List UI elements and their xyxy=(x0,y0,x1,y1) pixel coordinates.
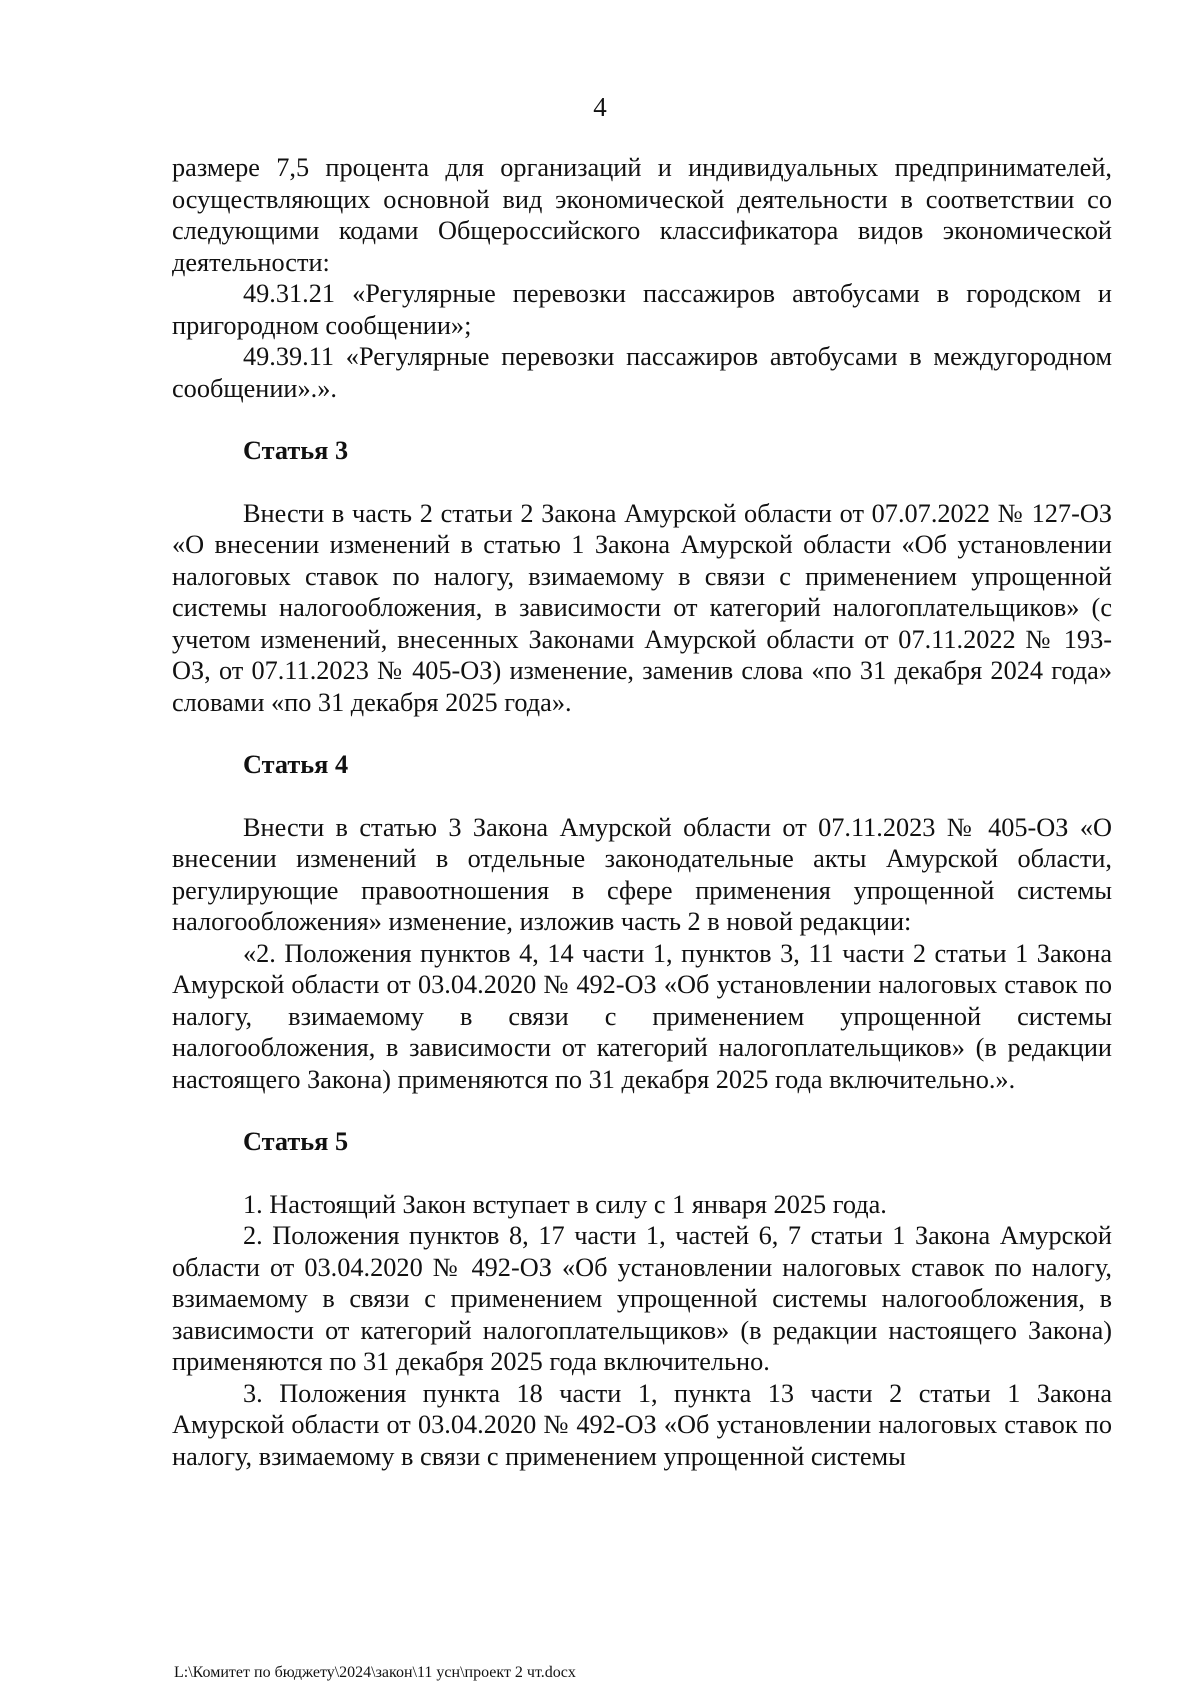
document-body xyxy=(172,152,1112,1472)
file-path-footer: L:\Комитет по бюджету\2024\закон\11 усн\проект 2 чт.docx xyxy=(174,1664,576,1681)
article-4-heading: Статья 4 xyxy=(243,750,349,779)
paragraph-continuation: размере 7,5 процента для организаций и индивидуальных предпринимателей, осуществляющих основной вид экономической деятельности в соответствии со следующими кодами Общероссийского классификатора видов экономической деятельности: xyxy=(172,153,1112,277)
page-number: 4 xyxy=(593,92,607,122)
article-3-text: Внести в часть 2 статьи 2 Закона Амурской области от 07.07.2022 № 127-ОЗ «О внесении изменений в статью 1 Закона Амурской области «Об установлении налоговых ставок по налогу, взимаемому в связи с применением упрощенной системы налогообложения, в зависимости от категорий налогоплательщиков» (с учетом изменений, внесенных Законами Амурской области от 07.11.2022 № 193-ОЗ, от 07.11.2023 № 405-ОЗ) изменение, заменив слова «по 31 декабря 2024 года» словами «по 31 декабря 2025 года». xyxy=(172,498,1112,717)
article-4-text: Внести в статью 3 Закона Амурской области от 07.11.2023 № 405-ОЗ «О внесении изменений в отдельные законодательные акты Амурской области, регулирующие правоотношения в сфере применения упрощенной системы налогообложения» изменение, изложив часть 2 в новой редакции: xyxy=(172,812,1112,936)
article-5-heading: Статья 5 xyxy=(243,1127,349,1156)
paragraph-okved-49-31-21: 49.31.21 «Регулярные перевозки пассажиров автобусами в городском и пригородном сообщении»; xyxy=(172,279,1112,340)
article-5-item-3: 3. Положения пункта 18 части 1, пункта 13 части 2 статьи 1 Закона Амурской области от 03.04.2020 № 492-ОЗ «Об установлении налоговых ставок по налогу, взимаемому в связи с применением упрощенной системы xyxy=(172,1378,1112,1471)
article-3-heading: Статья 3 xyxy=(243,436,349,465)
article-4-new-part: «2. Положения пунктов 4, 14 части 1, пунктов 3, 11 части 2 статьи 1 Закона Амурской области от 03.04.2020 № 492-ОЗ «Об установлении налоговых ставок по налогу, взимаемому в связи с применением упрощенной системы налогообложения, в зависимости от категорий налогоплательщиков» (в редакции настоящего Закона) применяются по 31 декабря 2025 года включительно.». xyxy=(172,938,1112,1094)
article-5-item-2: 2. Положения пунктов 8, 17 части 1, частей 6, 7 статьи 1 Закона Амурской области от 03.04.2020 № 492-ОЗ «Об установлении налоговых ставок по налогу, взимаемому в связи с применением упрощенной системы налогообложения, в зависимости от категорий налогоплательщиков» (в редакции настоящего Закона) применяются по 31 декабря 2025 года включительно. xyxy=(172,1221,1112,1376)
paragraph-okved-49-39-11: 49.39.11 «Регулярные перевозки пассажиров автобусами в междугородном сообщении».». xyxy=(172,342,1112,403)
article-5-item-1: 1. Настоящий Закон вступает в силу с 1 января 2025 года. xyxy=(243,1189,887,1219)
